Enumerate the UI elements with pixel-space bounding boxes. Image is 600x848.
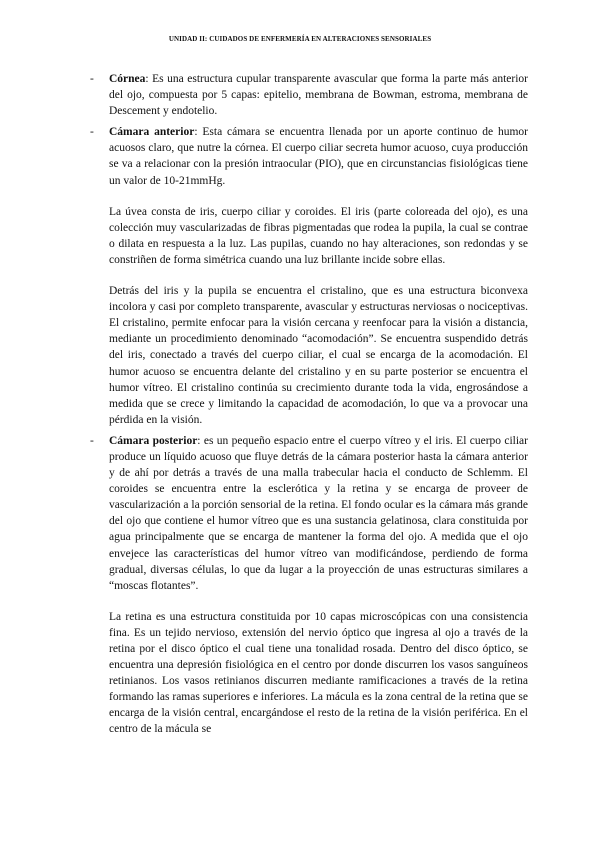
paragraph-retina: La retina es una estructura constituida por 10 capas microscópicas con una consistencia fina. Es un tejido nervioso, extensión del nervio óptico que ingresa al ojo a través de la retina por el disco óptico el cual tiene una tonalidad rosada. Dentro del disco óptico, se encuentra una depresión fisiológica en el centro por donde discurren los vasos sanguíneos retinianos. Los vasos retinianos discurren mediante ramificaciones a través de la retina formando las ramas superiores e inferiores. La mácula es la zona central de la retina que se encarga de la visión central, encargándose el resto de la retina de la visión periférica. En el centro de la mácula se	[109, 610, 528, 736]
term-cornea: Córnea	[109, 73, 146, 85]
list-bullet-dash: -	[90, 73, 94, 85]
definition-camara-anterior: : Esta cámara se encuentra llenada por un aporte continuo de humor acuosos claro, que nutre la córnea. El cuerpo ciliar secreta humor acuoso, cuya producción se va a relacionar con la presión intraocular (PIO), que en circunstancias fisiológicas tiene un valor de 10-21mmHg.	[109, 126, 528, 187]
list-bullet-dash: -	[90, 434, 94, 447]
paragraph-uvea: La úvea consta de iris, cuerpo ciliar y coroides. El iris (parte coloreada del ojo), es una colección muy vascularizadas de fibras pigmentadas que rodea la pupila, la cual se contrae o dilata en respuesta a la luz. Las pupilas, cuando no hay alteraciones, son redondas y se constriñen de forma simétrica cuando una luz brillante incide sobre ellas.	[109, 205, 528, 266]
list-item-text	[109, 124, 528, 188]
running-header: UNIDAD II: CUIDADOS DE ENFERMERÍA EN ALTERACIONES SENSORIALES	[168, 35, 432, 43]
list-item-text	[109, 71, 528, 119]
list-item-camara-posterior	[90, 433, 528, 594]
term-camara-posterior: Cámara posterior	[109, 434, 198, 447]
body-text	[90, 71, 528, 738]
paragraph-cristalino: Detrás del iris y la pupila se encuentra el cristalino, que es una estructura biconvexa incolora y casi por completo transparente, avascular y estructuras nerviosas o nociceptivas. El cristalino, permite enfocar para la visión cercana y reenfocar para la visión a distancia, mediante un procedimiento denominado “acomodación”. Se encuentra suspendido detrás del iris, conectado a través del cuerpo ciliar, el cual se encarga de la acomodación. El humor acuoso se encuentra delante del cristalino y en su parte posterior se encuentra el humor vítreo. El cristalino continúa su crecimiento durante toda la vida, engrosándose a medida que se crece y limitando la capacidad de acomodación, lo que va a provocar una pérdida en la visión.	[109, 285, 528, 426]
list-item-text	[109, 433, 528, 594]
definition-camara-posterior: : es un pequeño espacio entre el cuerpo vítreo y el iris. El cuerpo ciliar produce un líquido acuoso que fluye detrás de la cámara posterior hasta la cámara anterior y de ahí por detrás a través de una malla trabecular hacia el conducto de Schlemm. El coroides se encuentra entre la esclerótica y la retina y se encarga de proveer de vascularización a la porción sensorial de la retina. El fondo ocular es la cámara más grande del ojo que contiene el humor vítreo que es una sustancia gelatinosa, clara constituida por agua principalmente que se encarga de mantener la forma del ojo. A medida que el ojo envejece las características del humor vítreo van modificándose, perdiendo de forma gradual, diversas células, lo que da lugar a la proyección de unas estructuras similares a “moscas flotantes”.	[109, 434, 528, 592]
list-bullet-dash: -	[90, 126, 94, 139]
list-item-cornea	[90, 71, 528, 119]
definition-cornea: : Es una estructura cupular transparente avascular que forma la parte más anterior del ojo, compuesta por 5 capas: epitelio, membrana de Bowman, estroma, membrana de Descement y endotelio.	[109, 73, 528, 118]
list-item-camara-anterior	[90, 124, 528, 188]
term-camara-anterior: Cámara anterior	[109, 126, 195, 139]
